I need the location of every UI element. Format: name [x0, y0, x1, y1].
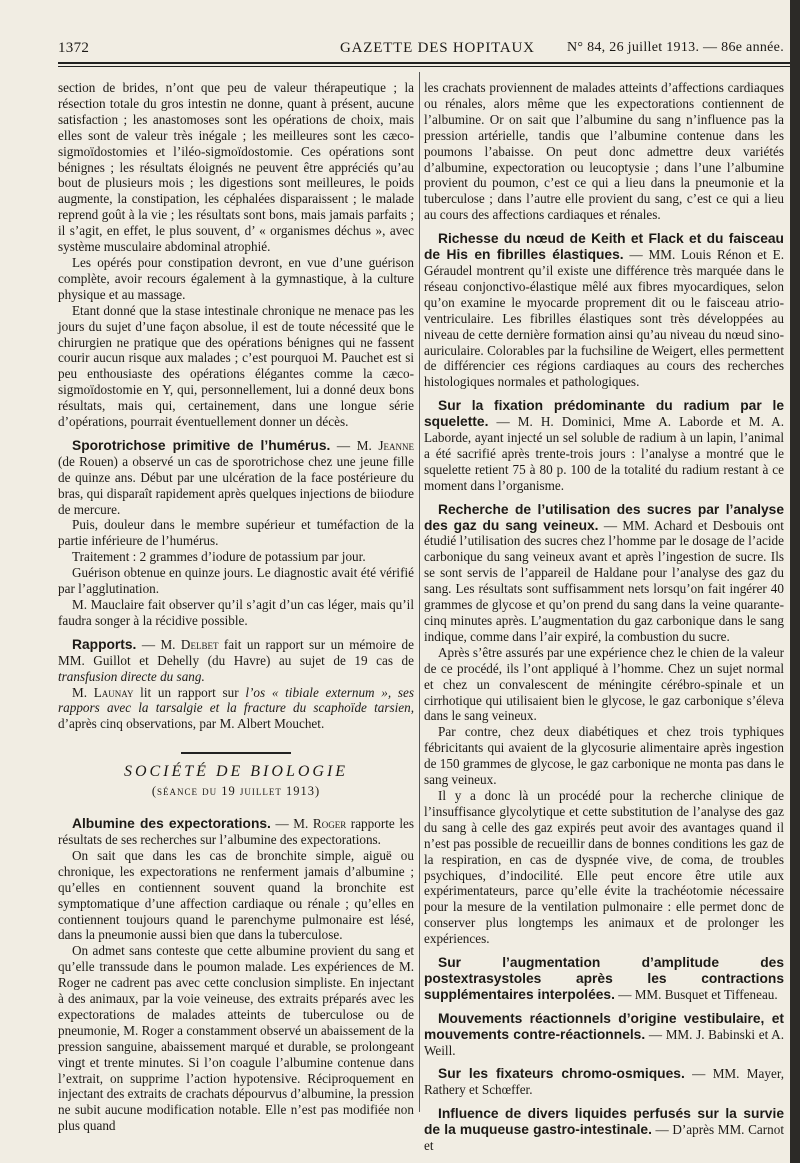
page-header	[58, 40, 790, 62]
journal-title: GAZETTE DES HOPITAUX	[340, 40, 535, 56]
paragraph: Traitement : 2 grammes d’iodure de potassium par jour.	[72, 549, 366, 565]
page-number: 1372	[58, 40, 90, 56]
article-title: Sur les fixateurs chromo-osmiques.	[438, 1066, 685, 1082]
paragraph: M. Mauclaire fait observer qu’il s’agit d’un cas léger, mais qu’il faudra songer à la récidive possible.	[58, 597, 414, 628]
article-fixateurs: Sur les fixateurs chromo-osmiques. — MM. Mayer, Rathery et Schœffer.	[424, 1066, 784, 1098]
paragraph: Il y a donc là un procédé pour la recherche clinique de l’insuffisance glycolytique et cette substitution de l’analyse des gaz du sang à celle des gaz expirés peut avoir des avantages quand il n’est pas possible de recueillir dans de bonnes conditions les gaz de la respiration, en cas de dyspnée vive, de coma, de troubles psychiques, d’indocilité. Elle peut encore être utile aux expérimentateurs, parce qu’elle évite la trachéotomie nécessaire pour la mesure de la ventilation pulmonaire : elle permet donc de conserver plus longtemps les animaux et de prolonger les expériences.	[424, 787, 784, 947]
author-name: M. Launay	[72, 684, 134, 700]
paragraph: les crachats proviennent de malades atteints d’affections cardiaques ou rénales, alors même que les expectorations contiennent de l’albumine. Or on sait que l’albumine du sang n’influence pas la pression artérielle, tandis que l’albumine contenue dans les poumons l’abaisse. On peut donc admettre deux variétés d’albumine, expectoration ou leucoptysie ; dans l’une l’albumine provient du poumon, c’est ce qui a lieu dans la pneumonie et la tuberculose ; dans l’autre elle provient du sang, c’est ce qui a lieu au cours des affections cardiaques et rénales.	[424, 80, 784, 223]
paragraph: Guérison obtenue en quinze jours. Le diagnostic avait été vérifié par l’agglutination.	[58, 565, 414, 597]
column-divider	[419, 72, 420, 1112]
article-title: Sporotrichose primitive de l’humérus.	[72, 437, 331, 453]
article-postextrasystoles: Sur l’augmentation d’amplitude des postextrasystoles après les contractions supplémentaires interpolées. — MM. Busquet et Tiffeneau.	[424, 955, 784, 1002]
paragraph: Après s’être assurés par une expérience chez le chien de la valeur de ce procédé, ils l’ont appliqué à l’homme. Chez un sujet normal et chez un convalescent de méningite cérébro-spinale et un cirrhotique qui utilisaient bien le glycose, le gaz carbonique s’éleva dans le sang veineux.	[424, 644, 784, 724]
issue-info: N° 84, 26 juillet 1913. — 86e année.	[566, 40, 784, 55]
author-name: Roger	[312, 816, 347, 832]
paragraph: Etant donné que la stase intestinale chronique ne menace pas les jours du sujet d’une façon absolue, il est de toute nécessité que le chirurgien ne pratique que des opérations bénignes qui ne fassent courir aucun risque aux malades ; c’est pourquoi M. Pauchet est si peu enthousiaste des opérations élégantes comme la cæco-sigmoïdostomie en Y, qui, personnellement, lui a donné deux bons résultats, mais qui, certainement, dans une longue série d’opérations, pourrait éventuellement donner un décès.	[58, 302, 414, 430]
article-title: Sur la fixation prédominante du radium par le squelette.	[424, 398, 784, 430]
header-rule-thin	[58, 66, 790, 67]
paragraph: On admet sans conteste que cette albumine provient du sang et qu’elle transsude dans le poumon malade. Les expériences de M. Roger ne cadrent pas avec cette conclusion simpliste. En injectant à des animaux, par la voie veineuse, des extraits préparés avec les expectorations de malades atteints de tuberculose ou de pneumonie, M. Roger a constamment observé un abaissement de la pression sanguine, abaissement marqué et durable, se prolongeant vingt et trente minutes. Si l’on coagule l’albumine contenue dans l’extrait, on supprime l’action hypotensive. Réciproquement en injectant des extraits de crachats dépourvus d’albumine, la pression ne subit aucune modification notable. Elle n’est pas modifiée non plus quand	[58, 943, 414, 1134]
article-title: Richesse du nœud de Keith et Flack et du faisceau de His en fibrilles élastiques.	[424, 231, 784, 263]
author-name: Delbet	[180, 636, 219, 652]
article-albumine: Albumine des expectorations. — M. Roger rapporte les résultats de ses recherches sur l’albumine des expectorations.	[58, 816, 414, 847]
article-title: Recherche de l’utilisation des sucres par l’analyse des gaz du sang veineux.	[424, 501, 784, 533]
article-keith-flack: Richesse du nœud de Keith et Flack et du faisceau de His en fibrilles élastiques. — MM. Louis Rénon et E. Géraudel montrent qu’il existe une différence très marquée dans le réseau conjonctivo-élastique mêlé aux fibres myocardiques, selon qu’on examine le myocarde proprement dit ou le faisceau atrio-ventriculaire. Les fibrilles élastiques sont très développées au niveau de cette dernière formation ainsi qu’au niveau du nœud sino-auriculaire. Colorables par la fuchsiline de Weigert, elles permettent de différencier ces régions cardiaques au cours des recherches histologiques normales et pathologiques.	[424, 231, 784, 390]
article-title: Influence de divers liquides perfusés sur la survie de la muqueuse gastro-intestinale.	[424, 1106, 784, 1138]
article-sucres: Recherche de l’utilisation des sucres par l’analyse des gaz du sang veineux. — MM. Achard et Desbouis ont étudié l’utilisation des sucres chez l’homme par le dosage de l’acide carbonique du sang veineux avant et après l’ingestion de sucre. Ils se sont servis de l’appareil de Haldane pour l’analyse des gaz du sang. Les résultats sont suffisamment nets lorsqu’on fait ingérer 40 grammes de glycose et qu’on prend du sang dans la veine quarante-cinq minutes après. L’augmentation du gaz carbonique dans le sang indique, comme dans l’air expiré, la combustion du sucre.	[424, 501, 784, 644]
paragraph: On sait que dans les cas de bronchite simple, aiguë ou chronique, les expectorations ne renferment jamais d’albumine ; qu’elles en contiennent souvent quand la bronchite est symptomatique d’une affection cardiaque ou rénale ; qu’elles en contiennent toujours quand le parenchyme pulmonaire est lésé, dans la pneumonie aussi bien que dans la tuberculose.	[58, 847, 414, 943]
paragraph: Puis, douleur dans le membre supérieur et tuméfaction de la partie inférieure de l’humérus.	[58, 517, 414, 549]
right-column	[424, 80, 784, 1154]
article-sporotrichose: Sporotrichose primitive de l’humérus. — M. Jeanne (de Rouen) a observé un cas de sporotrichose chez une jeune fille de quinze ans. Début par une ulcération de la face postérieure du bras, qui disparaît rapidement après quelques injections de biiodure de mercure.	[58, 437, 414, 517]
article-influence: Influence de divers liquides perfusés sur la survie de la muqueuse gastro-intestinale. — D’après MM. Carnot et	[424, 1106, 784, 1154]
paragraph: Par contre, chez deux diabétiques et chez trois typhiques fébricitants qui avaient de la glycosurie alimentaire après ingestion de 150 grammes de glycose, le gaz carbonique ne monta pas dans le sang veineux.	[424, 724, 784, 788]
left-column	[58, 80, 414, 1134]
society-heading: SOCIÉTÉ DE BIOLOGIE	[123, 763, 349, 781]
paragraph: M. Launay lit un rapport sur l’os « tibiale externum », ses rappors avec la tarsalgie et la fracture du scaphoïde tarsien, d’après cinq observations, par M. Albert Mouchet.	[58, 684, 414, 732]
article-title: Albumine des expectorations.	[72, 816, 271, 832]
author-name: Jeanne	[378, 437, 414, 453]
header-rule-thick	[58, 62, 790, 64]
article-title: Sur l’augmentation d’amplitude des postextrasystoles après les contractions supplémentaires interpolées.	[424, 955, 784, 1002]
article-title: Mouvements réactionnels d’origine vestibulaire, et mouvements contre-réactionnels.	[424, 1010, 784, 1042]
session-date: (séance du 19 juillet 1913)	[151, 784, 321, 799]
article-rapports: Rapports. — M. Delbet fait un rapport sur un mémoire de MM. Guillot et Dehelly (du Havre) au sujet de 19 cas de transfusion directe du sang.	[58, 636, 414, 684]
article-mouvements: Mouvements réactionnels d’origine vestibulaire, et mouvements contre-réactionnels. — MM. J. Babinski et A. Weill.	[424, 1010, 785, 1058]
paragraph: Les opérés pour constipation devront, en vue d’une guérison complète, avoir recours également à la gymnastique, à la culture physique et au massage.	[58, 254, 414, 302]
page-edge-shadow	[790, 0, 800, 1163]
paragraph: section de brides, n’ont que peu de valeur thérapeutique ; la résection totale du gros intestin ne donne, quant à présent, aucune satisfaction ; les anastomoses sont les opérations de choix, mais elles sont de valeur très inégale ; les meilleures sont les cæco-sigmoïdostomies et l’iléo-sigmoïdostomie. Ces opérations sont bénignes ; les résultats éloignés ne peuvent être appréciés qu’au bout de plusieurs mois ; les digestions sont meilleures, le poids augmente, la constipation, les céphalées disparaissent ; le malade reprend goût à la vie ; les résultats sont bons, mais jamais parfaits ; il s’agit, en effet, le plus souvent, d’ « organismes déchus », avec système musculaire abdominal atrophié.	[58, 80, 414, 255]
article-radium: Sur la fixation prédominante du radium par le squelette. — M. H. Dominici, Mme A. Laborde et M. A. Laborde, ayant injecté un sel soluble de radium à un lapin, l’animal a été sacrifié après trente-trois jours : l’analyse a montré que le squelette retient 75 à 80 p. 100 de la totalité du radium restant à ce moment dans l’organisme.	[424, 398, 784, 493]
section-ornament	[58, 744, 414, 750]
article-title: Rapports.	[72, 636, 137, 652]
